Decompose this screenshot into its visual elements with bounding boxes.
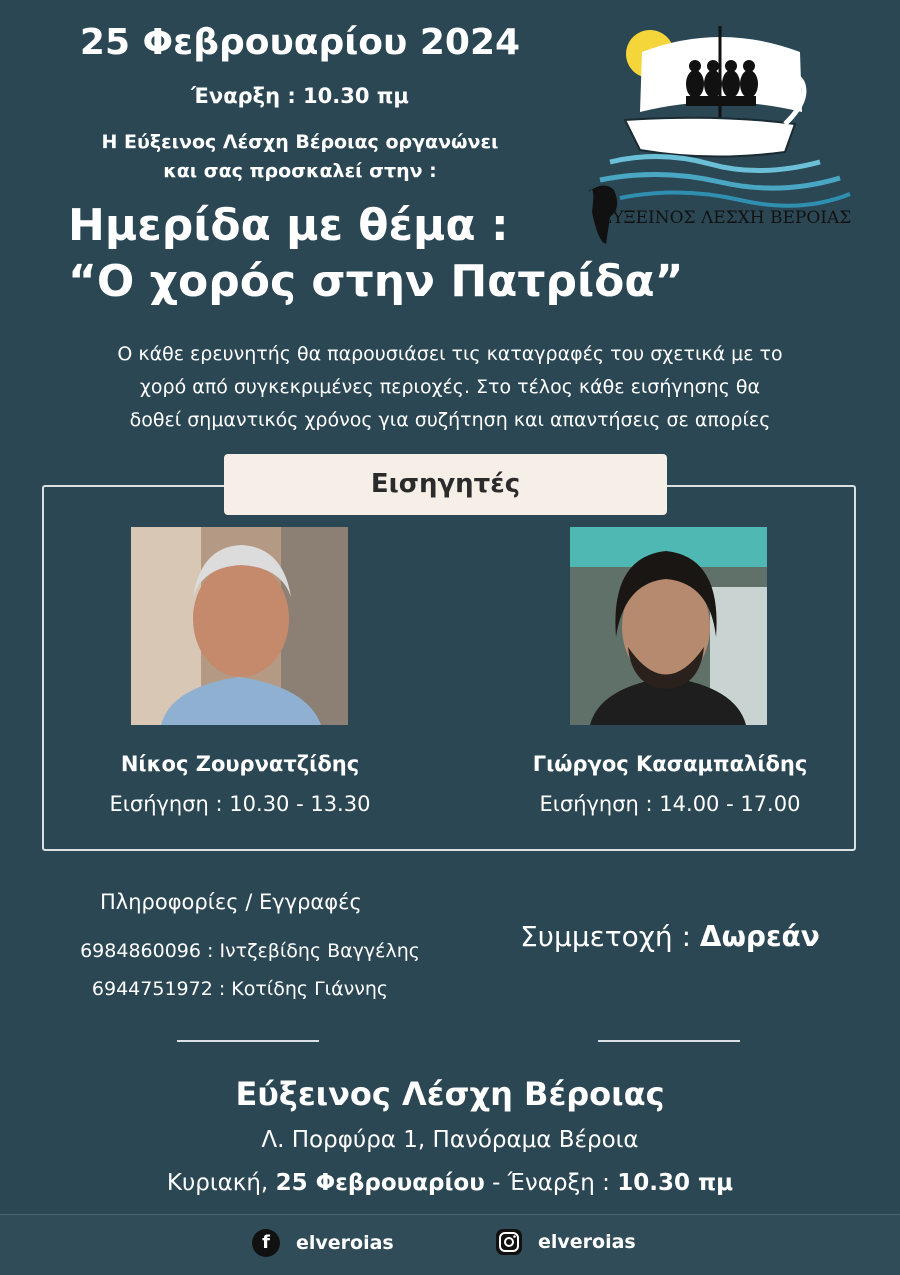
- info-title: Πληροφορίες / Εγγραφές: [100, 890, 362, 914]
- instagram-handle: elveroias: [538, 1231, 636, 1253]
- event-description: [30, 338, 870, 437]
- speaker-2-name: Γιώργος Κασαμπαλίδης: [532, 752, 808, 776]
- club-logo: [570, 12, 870, 257]
- venue-date: 25 Φεβρουαρίου: [275, 1170, 485, 1196]
- speaker-2-photo: [570, 527, 767, 725]
- participation-fee: [480, 920, 860, 953]
- description-line-1: Ο κάθε ερευνητής θα παρουσιάσει τις καταγραφές του σχετικά με το: [117, 343, 783, 365]
- venue-address: Λ. Πορφύρα 1, Πανόραμα Βέροια: [261, 1127, 639, 1153]
- venue-club: Εύξεινος Λέσχη Βέροιας: [235, 1075, 665, 1113]
- speaker-1-time: Εισήγηση : 10.30 - 13.30: [109, 792, 371, 816]
- venue-start-time: 10.30 πμ: [617, 1170, 734, 1196]
- organizer-line-1: Η Εύξεινος Λέσχη Βέροιας οργανώνει: [101, 131, 499, 153]
- logo-text: ΕΥΞΕΙΝΟΣ ΛΕΣΧΗ ΒΕΡΟΙΑΣ: [600, 208, 852, 228]
- organizer-line-2: και σας προσκαλεί στην :: [163, 160, 437, 182]
- venue-start-label: - Έναρξη :: [484, 1170, 618, 1196]
- title-line-1: Ημερίδα με θέμα :: [68, 200, 509, 251]
- contact-1[interactable]: 6984860096 : Ιντζεβίδης Βαγγέλης: [80, 940, 420, 962]
- speaker-1-name: Νίκος Ζουρνατζίδης: [120, 752, 360, 776]
- description-line-2: χορό από συγκεκριμένες περιοχές. Στο τέλος κάθε εισήγησης θα: [139, 376, 761, 398]
- venue-when: [0, 1170, 900, 1196]
- speaker-1-photo: [131, 527, 348, 725]
- description-line-3: δοθεί σημαντικός χρόνος για συζήτηση και απαντήσεις σε απορίες: [129, 409, 771, 431]
- contact-2[interactable]: 6944751972 : Κοτίδης Γιάννης: [91, 978, 389, 1000]
- fee-value: Δωρεάν: [699, 920, 820, 953]
- facebook-icon: f: [252, 1229, 280, 1257]
- speakers-heading: Εισηγητές: [224, 454, 667, 515]
- divider-left: [177, 1040, 319, 1042]
- title-line-2: “Ο χορός στην Πατρίδα”: [68, 256, 684, 307]
- venue-day: Κυριακή,: [166, 1170, 276, 1196]
- instagram-icon: [496, 1229, 522, 1255]
- facebook-link[interactable]: [252, 1229, 394, 1257]
- start-time: Έναρξη : 10.30 πμ: [191, 84, 409, 108]
- instagram-link[interactable]: [496, 1229, 636, 1255]
- organizer-text: [40, 128, 560, 186]
- facebook-handle: elveroias: [296, 1232, 394, 1254]
- divider-right: [598, 1040, 740, 1042]
- speaker-2-time: Εισήγηση : 14.00 - 17.00: [539, 792, 801, 816]
- event-date: 25 Φεβρουαρίου 2024: [79, 22, 521, 63]
- fee-label: Συμμετοχή :: [520, 920, 700, 953]
- footer-bar: [0, 1214, 900, 1275]
